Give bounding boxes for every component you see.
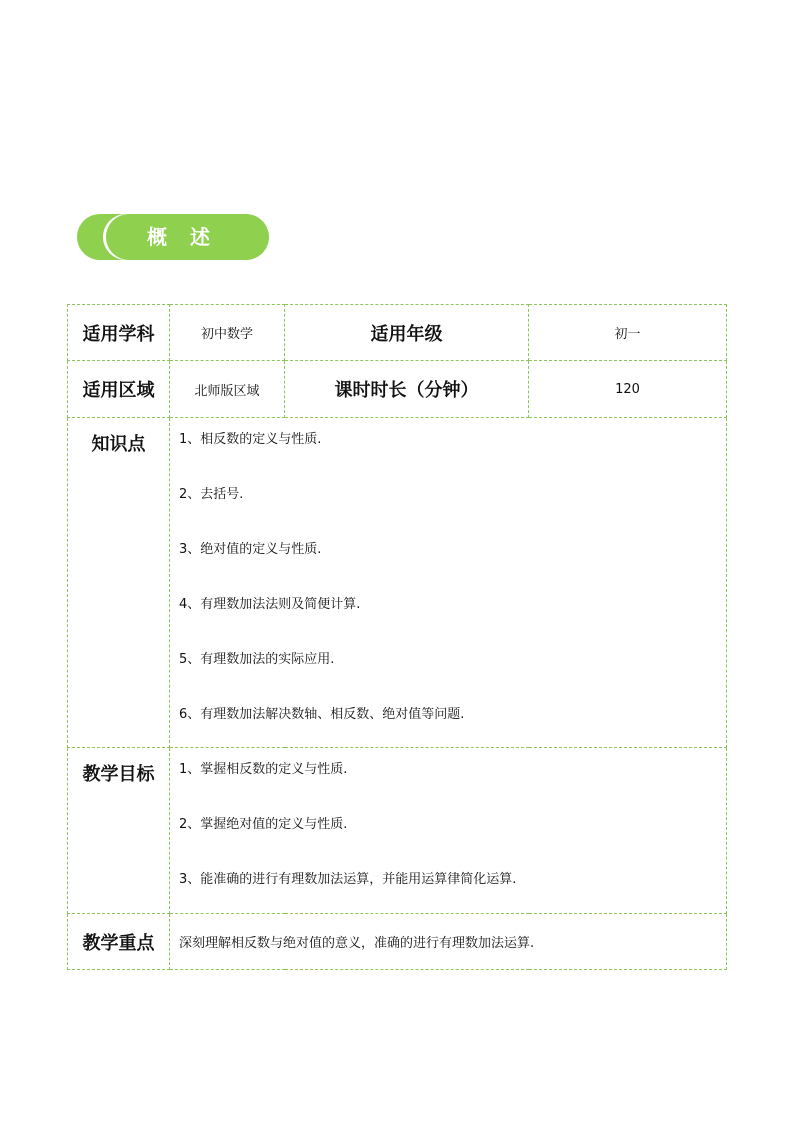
section-title: 概 述 xyxy=(147,225,218,249)
table-row xyxy=(68,748,727,914)
subject-value: 初中数学 xyxy=(170,305,285,361)
table-row xyxy=(68,361,727,418)
knowledge-list xyxy=(170,418,727,748)
list-item: 2、去括号. xyxy=(179,487,244,502)
region-value: 北师版区域 xyxy=(170,361,285,418)
duration-value: 120 xyxy=(529,361,727,418)
duration-label: 课时时长（分钟） xyxy=(285,361,529,418)
list-item: 1、相反数的定义与性质. xyxy=(179,432,322,447)
list-item: 3、绝对值的定义与性质. xyxy=(179,542,322,557)
list-item: 4、有理数加法法则及简便计算. xyxy=(179,597,361,612)
subject-label: 适用学科 xyxy=(68,305,170,361)
knowledge-label: 知识点 xyxy=(68,418,170,748)
table-row xyxy=(68,418,727,748)
list-item: 1、掌握相反数的定义与性质. xyxy=(179,762,348,777)
goals-list xyxy=(170,748,727,914)
grade-value: 初一 xyxy=(529,305,727,361)
focus-label: 教学重点 xyxy=(68,914,170,970)
table-row xyxy=(68,914,727,970)
goals-label: 教学目标 xyxy=(68,748,170,914)
list-item: 3、能准确的进行有理数加法运算，并能用运算律简化运算. xyxy=(179,872,517,887)
focus-text: 深刻理解相反数与绝对值的意义，准确的进行有理数加法运算. xyxy=(170,914,727,970)
list-item: 6、有理数加法解决数轴、相反数、绝对值等问题. xyxy=(179,707,465,722)
region-label: 适用区域 xyxy=(68,361,170,418)
section-header xyxy=(77,214,269,260)
list-item: 5、有理数加法的实际应用. xyxy=(179,652,335,667)
table-row xyxy=(68,305,727,361)
course-info-table xyxy=(67,304,727,970)
list-item: 2、掌握绝对值的定义与性质. xyxy=(179,817,348,832)
grade-label: 适用年级 xyxy=(285,305,529,361)
